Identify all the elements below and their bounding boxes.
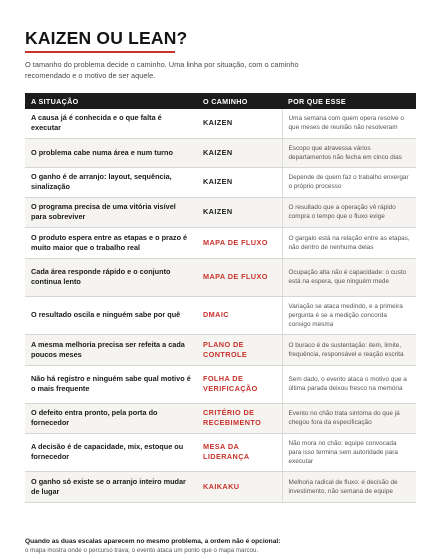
- situation-cell: Não há registro e ninguém sabe qual motivo é o mais frequente: [25, 365, 197, 403]
- why-cell: O resultado que a operação vê rápido compra o tempo que o fluxo exige: [282, 197, 416, 227]
- table-row: [25, 138, 416, 167]
- situation-cell: O defeito entra pronto, pela porta do fornecedor: [25, 403, 197, 433]
- path-cell: KAIZEN: [197, 167, 282, 197]
- why-cell: Ocupação alta não é capacidade: o custo está na espera, que ninguém mede: [282, 258, 416, 296]
- table-row: [25, 296, 416, 334]
- situation-cell: A causa já é conhecida e o que falta é executar: [25, 109, 197, 138]
- path-cell: MESA DA LIDERANÇA: [197, 433, 282, 471]
- table-row: [25, 471, 416, 502]
- path-cell: MAPA DE FLUXO: [197, 227, 282, 258]
- path-cell: KAIZEN: [197, 109, 282, 138]
- why-cell: Não mora no chão: equipe convocada para isso termina sem autoridade para executar: [282, 433, 416, 471]
- situation-cell: Cada área responde rápido e o conjunto continua lento: [25, 258, 197, 296]
- table-row: [25, 258, 416, 296]
- situation-cell: O programa precisa de uma vitória visível para sobreviver: [25, 197, 197, 227]
- table-row: [25, 365, 416, 403]
- path-cell: KAIZEN: [197, 197, 282, 227]
- table-row: [25, 433, 416, 471]
- situation-cell: O ganho só existe se o arranjo inteiro mudar de lugar: [25, 471, 197, 502]
- table-row: [25, 197, 416, 227]
- table-row: [25, 167, 416, 197]
- page-title: KAIZEN OU LEAN?: [25, 28, 188, 48]
- table-row: [25, 403, 416, 433]
- page: [25, 28, 416, 503]
- decision-table: [25, 93, 416, 503]
- why-cell: Variação se ataca medindo, e a primeira pergunta é se a medição concorda consigo mesma: [282, 296, 416, 334]
- situation-cell: A decisão é de capacidade, mix, estoque ou fornecedor: [25, 433, 197, 471]
- intro-text: O tamanho do problema decide o caminho. Uma linha por situação, com o caminho recomendado e o motivo de ser aquele.: [25, 60, 299, 80]
- situation-cell: O problema cabe numa área e num turno: [25, 138, 197, 167]
- footer-text: o mapa mostra onde o percurso trava; o evento ataca um ponto que o mapa marcou.: [25, 547, 259, 554]
- why-cell: Melhoria radical de fluxo: é decisão de investimento, não semana de equipe: [282, 471, 416, 502]
- table-row: [25, 334, 416, 365]
- path-cell: DMAIC: [197, 296, 282, 334]
- footer-note: [25, 537, 416, 555]
- why-cell: Uma semana com quem opera resolve o que meses de reunião não resolveram: [282, 109, 416, 138]
- path-cell: KAIKAKU: [197, 471, 282, 502]
- column-header-situation: A SITUAÇÃO: [25, 93, 197, 109]
- situation-cell: A mesma melhoria precisa ser refeita a cada poucos meses: [25, 334, 197, 365]
- why-cell: O gargalo está na relação entre as etapas, não dentro de nenhuma delas: [282, 227, 416, 258]
- why-cell: O buraco é de sustentação: item, limite, frequência, responsável e reação escrita: [282, 334, 416, 365]
- why-cell: Escopo que atravessa vários departamentos não fecha em cinco dias: [282, 138, 416, 167]
- table-header-row: [25, 93, 416, 109]
- column-header-why: POR QUE ESSE: [282, 93, 416, 109]
- why-cell: Sem dado, o evento ataca o motivo que a última parada deixou fresco na memória: [282, 365, 416, 403]
- path-cell: CRITÉRIO DE RECEBIMENTO: [197, 403, 282, 433]
- path-cell: MAPA DE FLUXO: [197, 258, 282, 296]
- footer-title: Quando as duas escalas aparecem no mesmo problema, a ordem não é opcional:: [25, 538, 281, 545]
- title-underline: [25, 51, 175, 53]
- table-row: [25, 109, 416, 138]
- why-cell: Depende de quem faz o trabalho enxergar o próprio processo: [282, 167, 416, 197]
- table-row: [25, 227, 416, 258]
- path-cell: KAIZEN: [197, 138, 282, 167]
- situation-cell: O produto espera entre as etapas e o prazo é muito maior que o trabalho real: [25, 227, 197, 258]
- path-cell: PLANO DE CONTROLE: [197, 334, 282, 365]
- column-header-path: O CAMINHO: [197, 93, 282, 109]
- situation-cell: O ganho é de arranjo: layout, sequência, sinalização: [25, 167, 197, 197]
- path-cell: FOLHA DE VERIFICAÇÃO: [197, 365, 282, 403]
- why-cell: Evento no chão trata sintoma do que já chegou fora da especificação: [282, 403, 416, 433]
- situation-cell: O resultado oscila e ninguém sabe por quê: [25, 296, 197, 334]
